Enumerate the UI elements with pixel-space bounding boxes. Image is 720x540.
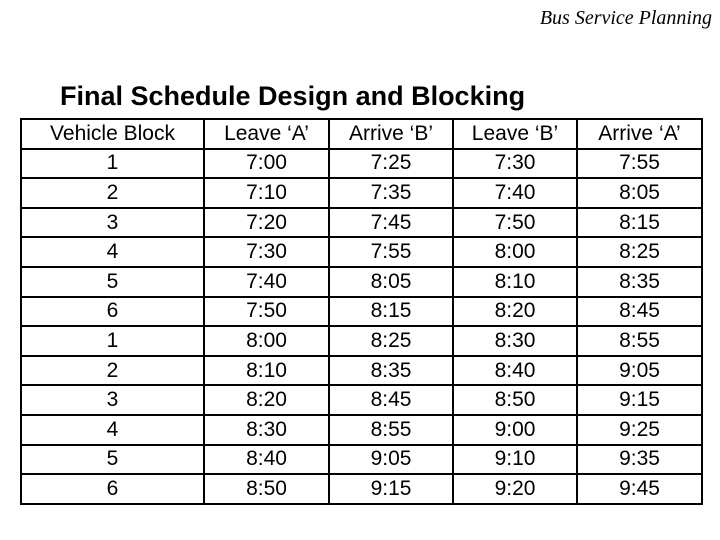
cell-leave-b: 8:30 (453, 326, 577, 356)
cell-vehicle-block: 1 (21, 326, 204, 356)
cell-leave-b: 8:10 (453, 267, 577, 297)
cell-leave-b: 7:50 (453, 208, 577, 238)
cell-vehicle-block: 2 (21, 356, 204, 386)
cell-leave-b: 8:20 (453, 297, 577, 327)
column-header-leave-a: Leave ‘A’ (204, 119, 329, 149)
cell-arrive-a: 9:45 (577, 474, 702, 504)
table-row (21, 178, 702, 208)
cell-arrive-a: 9:25 (577, 415, 702, 445)
table-header-row (21, 119, 702, 149)
cell-arrive-b: 9:05 (329, 445, 453, 475)
cell-arrive-b: 7:55 (329, 237, 453, 267)
cell-leave-a: 7:30 (204, 237, 329, 267)
cell-arrive-b: 7:35 (329, 178, 453, 208)
cell-leave-b: 8:40 (453, 356, 577, 386)
table-row (21, 149, 702, 179)
cell-leave-a: 8:00 (204, 326, 329, 356)
table-row (21, 326, 702, 356)
table-row (21, 267, 702, 297)
cell-vehicle-block: 4 (21, 237, 204, 267)
cell-arrive-b: 8:15 (329, 297, 453, 327)
cell-leave-b: 8:00 (453, 237, 577, 267)
cell-vehicle-block: 1 (21, 149, 204, 179)
cell-leave-a: 7:40 (204, 267, 329, 297)
table-row (21, 237, 702, 267)
cell-vehicle-block: 2 (21, 178, 204, 208)
cell-arrive-b: 7:45 (329, 208, 453, 238)
cell-arrive-a: 8:45 (577, 297, 702, 327)
cell-arrive-b: 7:25 (329, 149, 453, 179)
cell-arrive-b: 9:15 (329, 474, 453, 504)
cell-vehicle-block: 4 (21, 415, 204, 445)
schedule-table (20, 118, 703, 505)
header-label: Bus Service Planning (539, 7, 712, 29)
cell-leave-a: 8:20 (204, 385, 329, 415)
column-header-vehicle-block: Vehicle Block (21, 119, 204, 149)
cell-arrive-b: 8:25 (329, 326, 453, 356)
cell-leave-a: 7:00 (204, 149, 329, 179)
cell-leave-b: 9:10 (453, 445, 577, 475)
table-row (21, 356, 702, 386)
cell-leave-a: 7:10 (204, 178, 329, 208)
table-row (21, 445, 702, 475)
table-row (21, 208, 702, 238)
cell-leave-b: 7:30 (453, 149, 577, 179)
table-row (21, 385, 702, 415)
column-header-arrive-a: Arrive ‘A’ (577, 119, 702, 149)
cell-arrive-a: 9:05 (577, 356, 702, 386)
cell-leave-a: 8:50 (204, 474, 329, 504)
cell-arrive-b: 8:05 (329, 267, 453, 297)
cell-vehicle-block: 6 (21, 297, 204, 327)
cell-arrive-b: 8:55 (329, 415, 453, 445)
cell-arrive-a: 7:55 (577, 149, 702, 179)
cell-arrive-b: 8:35 (329, 356, 453, 386)
cell-arrive-a: 8:15 (577, 208, 702, 238)
cell-leave-a: 8:40 (204, 445, 329, 475)
table-row (21, 297, 702, 327)
cell-vehicle-block: 3 (21, 385, 204, 415)
cell-leave-a: 8:30 (204, 415, 329, 445)
column-header-leave-b: Leave ‘B’ (453, 119, 577, 149)
cell-arrive-a: 9:35 (577, 445, 702, 475)
cell-leave-b: 9:00 (453, 415, 577, 445)
cell-leave-b: 8:50 (453, 385, 577, 415)
table-row (21, 415, 702, 445)
cell-arrive-a: 8:25 (577, 237, 702, 267)
cell-leave-a: 7:50 (204, 297, 329, 327)
cell-vehicle-block: 5 (21, 445, 204, 475)
column-header-arrive-b: Arrive ‘B’ (329, 119, 453, 149)
cell-arrive-a: 8:05 (577, 178, 702, 208)
cell-leave-a: 7:20 (204, 208, 329, 238)
slide-title: Final Schedule Design and Blocking (60, 81, 526, 111)
cell-leave-b: 9:20 (453, 474, 577, 504)
cell-leave-a: 8:10 (204, 356, 329, 386)
cell-vehicle-block: 6 (21, 474, 204, 504)
cell-arrive-a: 8:55 (577, 326, 702, 356)
cell-arrive-a: 9:15 (577, 385, 702, 415)
table-row (21, 474, 702, 504)
cell-vehicle-block: 5 (21, 267, 204, 297)
cell-arrive-a: 8:35 (577, 267, 702, 297)
cell-leave-b: 7:40 (453, 178, 577, 208)
cell-arrive-b: 8:45 (329, 385, 453, 415)
cell-vehicle-block: 3 (21, 208, 204, 238)
